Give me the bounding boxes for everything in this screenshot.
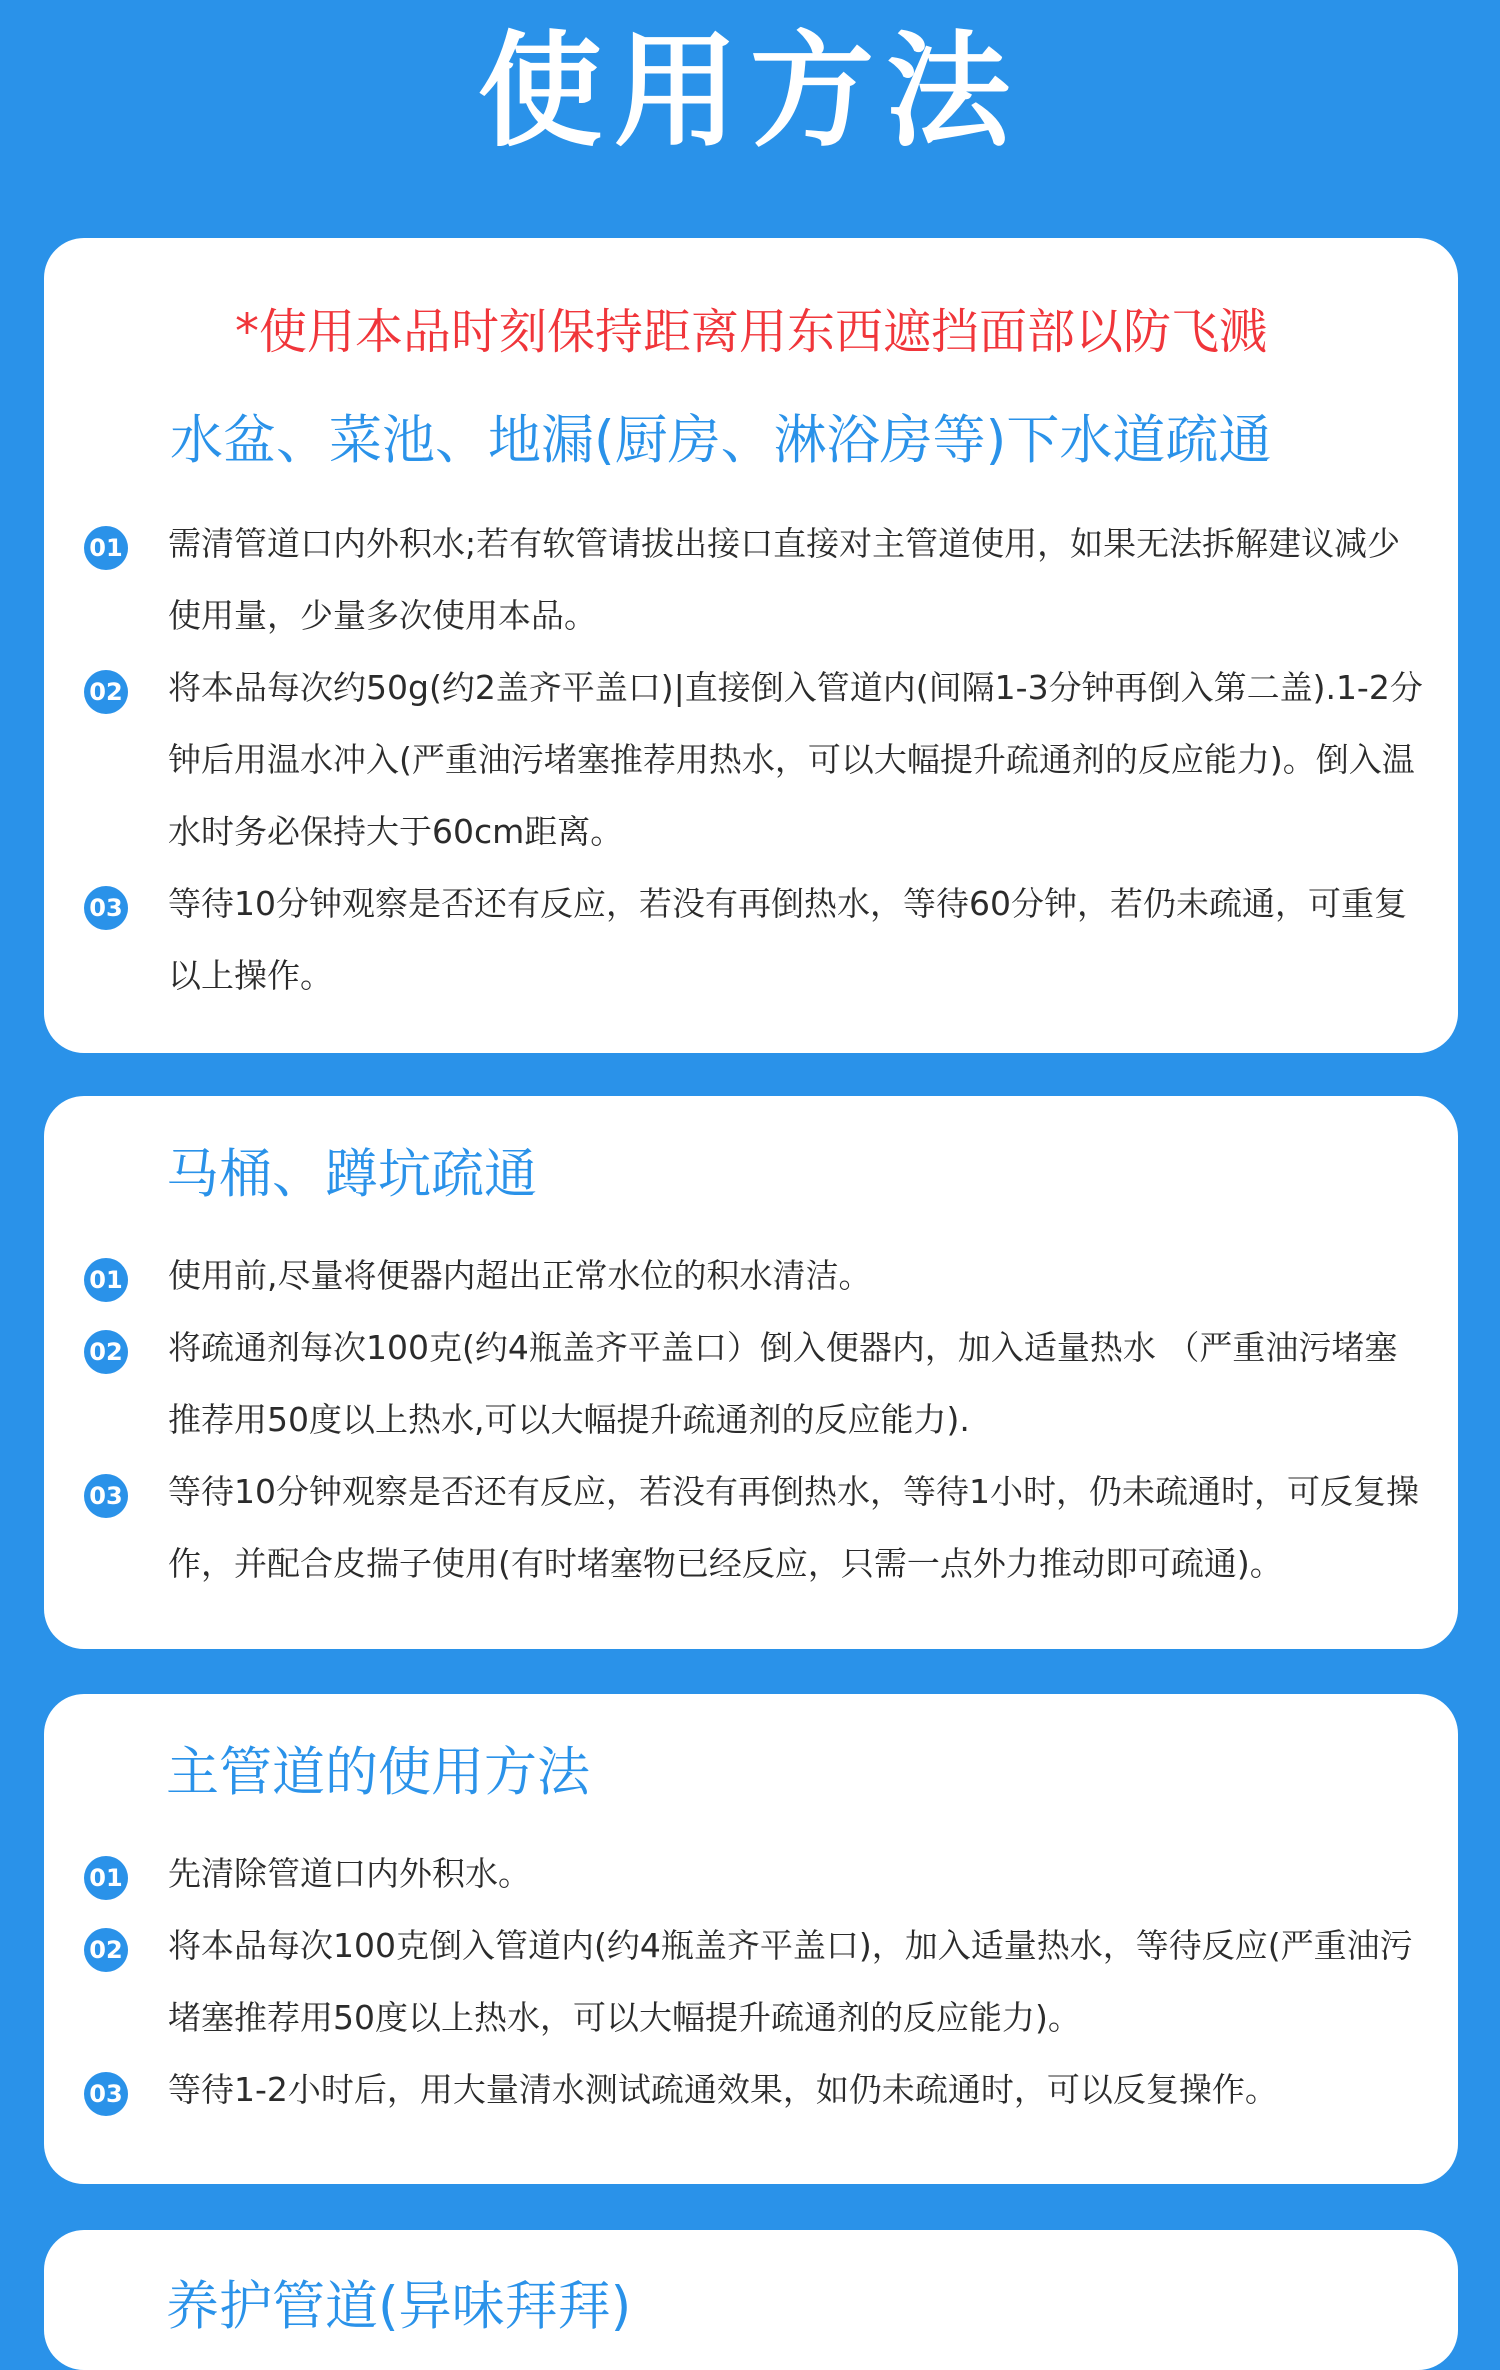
step-text: 使用前,尽量将便器内超出正常水位的积水清洁。: [168, 1256, 872, 1295]
step-number-badge: 03: [84, 886, 128, 930]
step-text: 等待10分钟观察是否还有反应，若没有再倒热水，等待1小时，仍未疏通时，可反复操作，并配合皮揣子使用(有时堵塞物已经反应，只需一点外力推动即可疏通)。: [168, 1472, 1419, 1583]
safety-warning: *使用本品时刻保持距离用东西遮挡面部以防飞溅: [234, 304, 1267, 360]
usage-card-sink-drain: [44, 238, 1458, 1053]
section-title-toilet: 马桶、蹲坑疏通: [166, 1144, 537, 1205]
step-text: 将本品每次约50g(约2盖齐平盖口)|直接倒入管道内(间隔1-3分钟再倒入第二盖).1-2分钟后用温水冲入(严重油污堵塞推荐用热水，可以大幅提升疏通剂的反应能力)。倒入温水时务必保持大于60cm距离。: [168, 668, 1423, 851]
step-number-badge: 01: [84, 1258, 128, 1302]
page-title: 使用方法: [477, 20, 1022, 164]
step-number-badge: 01: [84, 1856, 128, 1900]
step-number-badge: 02: [84, 1928, 128, 1972]
step-number-badge: 02: [84, 670, 128, 714]
section-title-maintenance: 养护管道(异味拜拜): [166, 2276, 632, 2337]
usage-card-main-pipe: [44, 1694, 1458, 2184]
step-text: 需清管道口内外积水;若有软管请拔出接口直接对主管道使用，如果无法拆解建议减少使用量，少量多次使用本品。: [168, 524, 1401, 635]
section-title-sink-drain: 水盆、菜池、地漏(厨房、淋浴房等)下水道疏通: [170, 410, 1272, 471]
step-text: 将本品每次100克倒入管道内(约4瓶盖齐平盖口)，加入适量热水，等待反应(严重油污堵塞推荐用50度以上热水，可以大幅提升疏通剂的反应能力)。: [168, 1926, 1413, 2037]
step-number-badge: 03: [84, 2072, 128, 2116]
step-number-badge: 01: [84, 526, 128, 570]
step-text: 等待1-2小时后，用大量清水测试疏通效果，如仍未疏通时，可以反复操作。: [168, 2070, 1278, 2109]
step-number-badge: 02: [84, 1330, 128, 1374]
step-number-badge: 03: [84, 1474, 128, 1518]
step-text: 将疏通剂每次100克(约4瓶盖齐平盖口）倒入便器内，加入适量热水 （严重油污堵塞推荐用50度以上热水,可以大幅提升疏通剂的反应能力).: [168, 1328, 1398, 1439]
section-title-main-pipe: 主管道的使用方法: [166, 1742, 590, 1803]
step-text: 等待10分钟观察是否还有反应，若没有再倒热水，等待60分钟，若仍未疏通，可重复以上操作。: [168, 884, 1407, 995]
usage-card-maintenance: [44, 2230, 1458, 2370]
step-text: 先清除管道口内外积水。: [168, 1854, 531, 1893]
usage-card-toilet: [44, 1096, 1458, 1649]
